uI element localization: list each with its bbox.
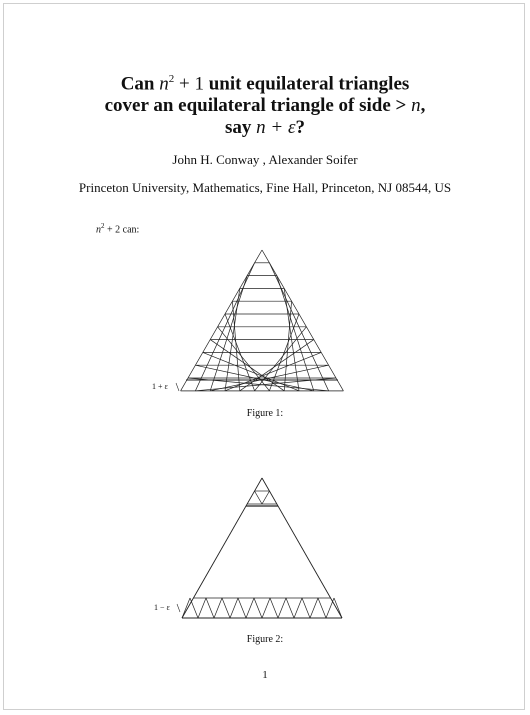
lead-text [96, 222, 139, 235]
title-text: , [420, 95, 426, 117]
grid-left-line [181, 250, 262, 391]
row-triangle-edge [270, 598, 278, 618]
title-math-exp: 2 [168, 73, 175, 85]
authors: John H. Conway , Alexander Soifer [172, 152, 358, 167]
label-arrow [176, 383, 179, 391]
title-line-2 [4, 95, 526, 117]
row-triangle-edge [182, 598, 190, 618]
grid-left-line [203, 352, 299, 390]
title-line-1 [4, 68, 526, 95]
title-math-n: n [159, 73, 169, 95]
row-triangle-edge [286, 598, 294, 618]
title-text: unit equilateral triangles [203, 73, 410, 95]
figure-1 [134, 240, 384, 400]
row-triangle-edge [302, 598, 310, 618]
lead-math-exp: 2 [101, 222, 105, 230]
row-triangle-edge [262, 598, 270, 618]
title-text: ? [295, 117, 305, 139]
row-triangle-edge [238, 598, 246, 618]
title-line-3 [4, 117, 526, 139]
title-text: cover an equilateral triangle of side > [104, 95, 412, 117]
apex-line [255, 491, 263, 504]
page-number: 1 [262, 669, 268, 681]
row-triangle-edge [198, 598, 206, 618]
affiliation: Princeton University, Mathematics, Fine Hall, Princeton, NJ 08544, US [78, 180, 452, 195]
lead-rest: + 2 can: [104, 224, 140, 236]
paper-page [3, 3, 525, 710]
title-text: Can [120, 73, 160, 95]
title-math-plus: + 1 [174, 73, 204, 95]
outer-right-edge [262, 478, 342, 618]
row-triangle-edge [318, 598, 326, 618]
row-triangle-edge [278, 598, 286, 618]
row-triangle-edge [206, 598, 214, 618]
paper-title [4, 68, 526, 139]
figure-1-label: 1 + ε [152, 382, 168, 391]
figure-1-triangle-grid [176, 250, 343, 391]
label-arrow [177, 604, 180, 612]
row-triangle-edge [326, 598, 334, 618]
outer-left-edge [182, 478, 262, 618]
figure-2-label: 1 − ε [154, 603, 170, 612]
lead-math-n: n [96, 224, 101, 236]
row-triangle-edge [310, 598, 318, 618]
grid-right-line [277, 276, 314, 391]
apex-line [262, 491, 270, 504]
title-text: say [225, 117, 257, 139]
figure-2-caption: Figure 2: [246, 634, 284, 645]
title-math-n-eps: n + ε [256, 117, 296, 139]
row-triangle-edge [294, 598, 302, 618]
row-triangle-edge [222, 598, 230, 618]
figure-1-caption: Figure 1: [246, 408, 284, 419]
row-triangle-edge [190, 598, 198, 618]
title-math-n: n [411, 95, 421, 117]
figure-2-triangle-cover [177, 478, 342, 618]
row-triangle-edge [334, 598, 342, 618]
row-triangle-edge [230, 598, 238, 618]
grid-right-line [262, 250, 343, 391]
row-triangle-edge [254, 598, 262, 618]
grid-left-line [210, 276, 247, 391]
figure-2 [134, 466, 384, 626]
row-triangle-edge [214, 598, 222, 618]
row-triangle-edge [246, 598, 254, 618]
